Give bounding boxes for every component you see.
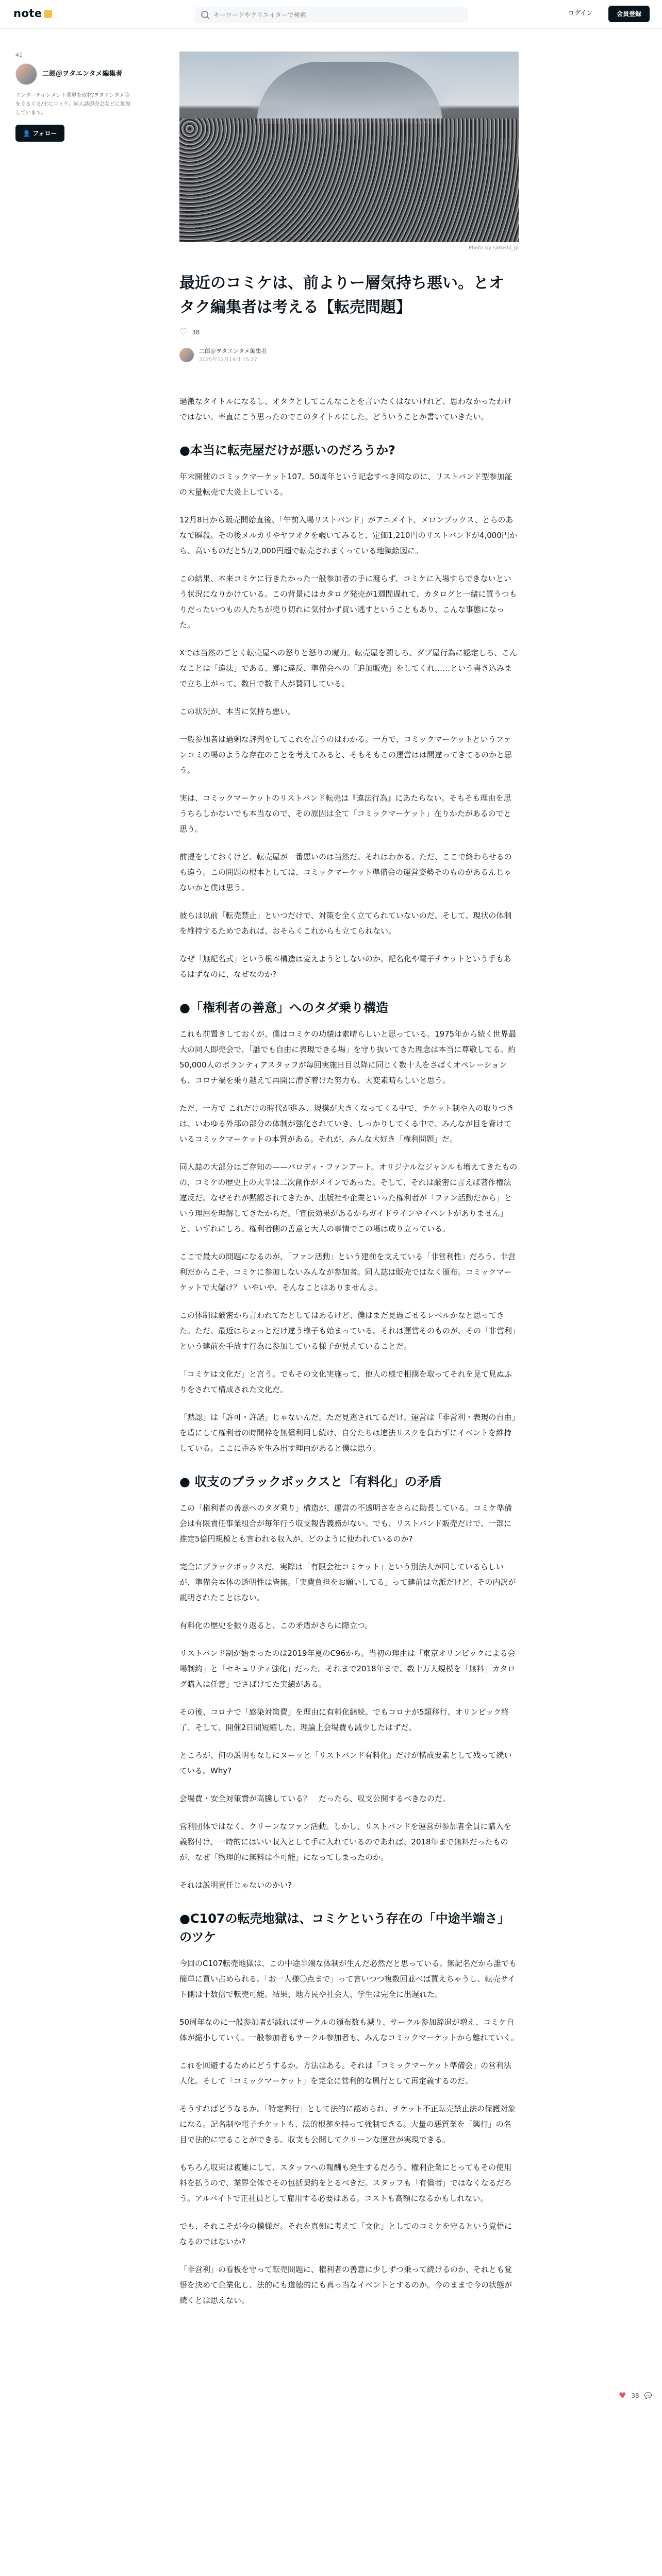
article-paragraph: それは説明責任じゃないのかい? (179, 1880, 292, 1890)
article-paragraph: Xでは当然のごとく転売屋への怒りと怒りの魔力。転売屋を罰しろ、ダブ屋行為に認定しろ、こんなことは「違法」である、郷に違反、準備会への「追加販売」をしてくれ……という書き込みまで立ち上がって、数日で数千人が賛同している。 (179, 648, 518, 688)
article-paragraph: この体制は厳密から言われてたとしてはあるけど、僕はまだ見過ごせるレベルかなと思ってきた。ただ、最近はちょっとだけ違う様子も始まっている。それは運営そのものが、その「非営利」という建前を手放す行為に参加している様子が見えていることだ。 (179, 1311, 516, 1351)
signup-button[interactable]: 会員登録 (608, 6, 650, 22)
article-paragraph: 年末開催のコミックマーケット107。50周年という記念すべき回なのに、リストバンド型参加証の大量転売で大炎上している。 (179, 472, 512, 497)
floating-actions (619, 2391, 660, 2400)
hero-image (179, 52, 519, 242)
article-body (179, 394, 519, 2308)
article-paragraph: ところが、何の説明もなしにヌーッと「リストバンド有料化」だけが構成要素として残って続いている。Why? (179, 1751, 512, 1775)
follow-label: フォロー (32, 130, 57, 137)
hero-building-shape (257, 62, 442, 124)
avatar[interactable] (15, 63, 37, 85)
top-bar (0, 0, 662, 29)
follow-button[interactable]: 👤 フォロー (15, 125, 64, 142)
like-count[interactable]: 38 (192, 328, 200, 336)
article-title: 最近のコミケは、前よりー層気持ち悪い。とオタク編集者は考える【転売問題】 (179, 274, 504, 316)
note-logo[interactable] (13, 7, 52, 20)
article-paragraph: 実は、コミックマーケットのリストバンド転売は『違法行為』にあたらない。そもそも理由を思うちらしかないでも本当なので、その原因は全て「コミックマーケット」在りかたがあるのでと思う。 (179, 793, 511, 834)
article-paragraph: この結果、本来コミケに行きたかった一般参加者の手に渡らず、コミケに入場すらできないという状況になりかけている。この背景にはカタログ発売が1週間遅れて、カタログと一緒に買うつもりだったいつもの人たちが売り切れに気付かず買い逃すということもあり、こんな事態になった。 (179, 574, 517, 630)
publish-date: 2025年12月14日 15:27 (199, 357, 257, 363)
article-paragraph: これを回避するためにどうするか。方法はある。それは「コミックマーケット準備会」の営利法人化。そして「コミックマーケット」を完全に営利的な興行として再定義するのだ。 (179, 2061, 511, 2086)
article-paragraph: 過激なタイトルになるし、オタクとしてこんなことを言いたくはないけれど、思わなかったわけではない。率直にこう思ったのでこのタイトルにした。どういうことか書いていきたい。 (179, 397, 512, 421)
article-paragraph: この「権利者の善意へのタダ乗り」構造が、運営の不透明さをさらに助長している。コミケ準備会は有限責任事業組合が毎年行う収支報告義務がない。でも、リストバンド販売だけで、一部に推定5億円規模とも言われる収入が、どのように使われているのか? (179, 1503, 512, 1544)
article-paragraph: 同人誌の大部分はご存知の——パロディ・ファンアート。オリジナルなジャンルも増えてきたものの、コミケの歴史上の大半は二次創作がメインであった。そして、それは厳密に言えば著作権法違反だ。なぜそれが黙認されてきたか、出版社や企業といった権利者が「ファン活動だから」という理屈を理解してきたからだ。「宣伝効果があるからガイドラインやイベントがありません」と、いずれにしろ、権利者側の善意と大人の事情でこの場は成り立っている。 (179, 1162, 518, 1233)
sidebar-user-name[interactable]: 二郎＠ヲタエンタメ編集者 (42, 70, 123, 78)
login-link[interactable]: ログイン (568, 9, 593, 16)
sidebar-bio: エンターテインメント業界を取材/ヲタエンタメ等をぐるぐる/主にコミケ、同人誌即売会などに参加しています。 (15, 93, 130, 116)
article-paragraph: 彼らは以前「転売禁止」といつだけで、対策を全く立てられていないのだ。そして、現状の体制を維持するためであれば、おそらくこれからも立てられない。 (179, 911, 512, 936)
article-paragraph: ただ、一方で これだけの時代が進み、規模が大きくなってくる中で、チケット制や入の取りつきは、いわゆる外部の部分の体制が強化されていき、しっかりしてくる中で、みんなが目を背けているコミックマーケットの本質がある。それが、みんな大好き「権利問題」だ。 (179, 1104, 515, 1144)
article-paragraph: これも前置きしておくが、僕はコミケの功績は素晴らしいと思っている。1975年から続く世界最大の同人即売会で、「誰でも自由に表現できる場」を守り抜いてきた理念は本当に尊敬してる。約50,000人のボランティアスタッフが毎回実施日目以降に同じく数十人をさばくオペレーションも、コロナ禍を乗り越えて再開に漕ぎ着けた努力も、大変素晴らしいと思う。 (179, 1029, 517, 1085)
sidebar-likes-count: 41 (15, 52, 23, 58)
heart-icon[interactable]: ♡ (179, 327, 188, 337)
search-input[interactable] (213, 7, 461, 23)
author-row[interactable] (179, 347, 519, 363)
article-paragraph: 「黙認」は「許可・許諾」じゃないんだ。ただ見逃されてるだけ。運営は「非営利・表現の自由」を盾にして権利者の時間枠を無償利用し続け、自分たちは違法リスクを負わずにイベントを維持している。ここに歪みを生み出す理由があると僕は思う。 (179, 1413, 516, 1453)
article-paragraph: 前提をしておくけど、転売屋が一番悪いのは当然だ。それはわかる。ただ、ここで終わらせるのも違う。この問題の根本としては、コミックマーケット準備会の運営姿勢そのものがあるんじゃないかと僕は思う。 (179, 852, 512, 892)
article-paragraph: 「非営利」の看板を守って転売問題に、権利者の善意に少しずつ乗って続けるのか、それとも覚悟を決めて企業化し、法的にも道徳的にも真っ当なイベントとするのか。今のままで今の状態が続くとは思えない。 (179, 2265, 512, 2305)
article-paragraph: 50周年なのに一般参加者が減ればサークルの頒布数も減り、サークル参加辞退が増え、コミケ自体が縮小していく。一般参加者もサークル参加者も、みんなコミックマーケットから離れていく。 (179, 2018, 519, 2042)
logo-mark-icon (44, 10, 52, 18)
floating-like-count[interactable]: 38 (631, 2392, 639, 2399)
author-avatar[interactable] (179, 348, 194, 362)
article-paragraph: 完全にブラックボックスだ。実際は「有限会社コミケット」という別法人が回しているらしいが、準備会本体の透明性は皆無。「実費負担をお願いしてる」って建前は立派だけど、その内訳が説明されたことはない。 (179, 1562, 516, 1602)
likes-row (179, 327, 519, 337)
author-name[interactable]: 二郎＠ヲタエンタメ編集者 (199, 348, 267, 354)
article-paragraph: ここで最大の問題になるのが、「ファン活動」という建前を支えている「非営利性」だろう。非営利だからこそ、コミケに参加しないみんなが参加者。同人誌は販売ではなく頒布。コミックマーケットで大儲け？ いやいや、そんなことはありませんよ。 (179, 1252, 516, 1292)
heart-filled-icon[interactable]: ♥ (619, 2391, 626, 2400)
article-paragraph: 「コミケは文化だ」と言う。でもその文化実施って、他人の様で相撲を取ってそれを見て見ぬふりをされて構成された文化だ。 (179, 1369, 512, 1394)
comment-icon[interactable]: 💬 (644, 2392, 652, 2399)
article-paragraph: そうすればどうなるか。「特定興行」として法的に認められ、チケット不正転売禁止法の保護対象になる。記名制や電子チケットも、法的根拠を持って強制できる。大量の悪質業を「興行」の名目で法的に守ることができる。収支も公開してクリーンな運営が実現できる。 (179, 2104, 516, 2144)
creator-sidebar (15, 52, 134, 142)
article-paragraph: その後、コロナで「感染対策費」を理由に有料化継続。でもコロナが5類移行、オリンピック終了、そして、開催2日間短縮した。理論上会場費も減少したはずだ。 (179, 1707, 509, 1732)
article-paragraph: 今回のC107転売地獄は、この中途半端な体制が生んだ必然だと思っている。無記名だから誰でも簡単に買い占められる。「お一人様〇点まで」って言いつつ複数回並べば買えちゃうし、転売サイト側は十数倍で転売可能。結果、地方民や社会人、学生は完全に出遅れた。 (179, 1959, 517, 1999)
photo-credit[interactable]: Photo by satoshi_jp (469, 245, 519, 251)
section-heading: ●C107の転売地獄は、コミケという存在の「中途半端さ」のツケ (179, 1911, 510, 1944)
logo-text: note (13, 7, 42, 20)
search-icon (201, 11, 208, 18)
sidebar-user[interactable] (15, 63, 134, 85)
article-paragraph: 会場費・安全対策費が高騰している？ だったら、収支公開するべきなのだ。 (179, 1794, 451, 1803)
search-box[interactable] (195, 7, 468, 23)
article-paragraph: もちろん収束は複雑にして、スタッフへの報酬も発生するだろう。権利企業にとってもその使用料を払うので、業界全体でその包括契約をとるべきだ。スタッフも「有償者」ではなくなるだろう。アルバイトで正社員として雇用する必要はある。コストも高額になるかもしれない。 (179, 2163, 512, 2203)
article-paragraph: リストバンド制が始まったのは2019年夏のC96から。当初の理由は「東京オリンピックによる会場制約」と「セキュリティ強化」だった。それまで2018年まで、数十万人規模を「無料」カタログ購入は任意」でさばけてた実績がある。 (179, 1649, 516, 1689)
section-heading: ●本当に転売屋だけが悪いのだろうか? (179, 443, 395, 457)
article-paragraph: 一般参加者は過剰な評判をしてこれを言うのはわかる。一方で、コミックマーケットというファンコミの場のような存在のことを考えてみると、そもそもこの運営はは間違ってきてるのかと思う。 (179, 735, 512, 775)
section-heading: ● 収支のブラックボックスと「有料化」の矛盾 (179, 1475, 442, 1489)
article-paragraph: でも、それこそが今の模様だ。それを真剣に考えて「文化」としてのコミケを守るという覚悟になるのではないか? (179, 2222, 512, 2246)
hero-crowd-shape (179, 118, 519, 242)
article-paragraph: 営利団体ではなく、クリーンなファン活動。しかし、リストバンドを運営が参加者全員に購入を義務付け、一時的にはいい収入として手に入れているのであれば、2018年まで無料だったものが、なぜ「物理的に無料は不可能」になってしまったのか。 (179, 1822, 511, 1862)
article-paragraph: 有料化の歴史を振り返ると、この矛盾がさらに際立つ。 (179, 1621, 373, 1630)
article-paragraph: なぜ「無記名式」という根本構造は変えようとしないのか。記名化や電子チケットという手もあるはずなのに、なぜなのか? (179, 954, 511, 979)
section-heading: ●「権利者の善意」へのタダ乗り構造 (179, 1001, 388, 1015)
article-paragraph: 12月8日から販売開始直後、「午前入場リストバンド」がアニメイト、メロンブックス、とらのあなで瞬殺。その後メルカリやヤフオクを覗いてみると、定価1,210円のリストバンドが4,000円から、高いものだと5万2,000円超で転売されまくっている地獄絵図に。 (179, 515, 517, 555)
article-main (179, 52, 519, 2320)
article-paragraph: この状況が、本当に気持ち悪い。 (179, 707, 296, 716)
